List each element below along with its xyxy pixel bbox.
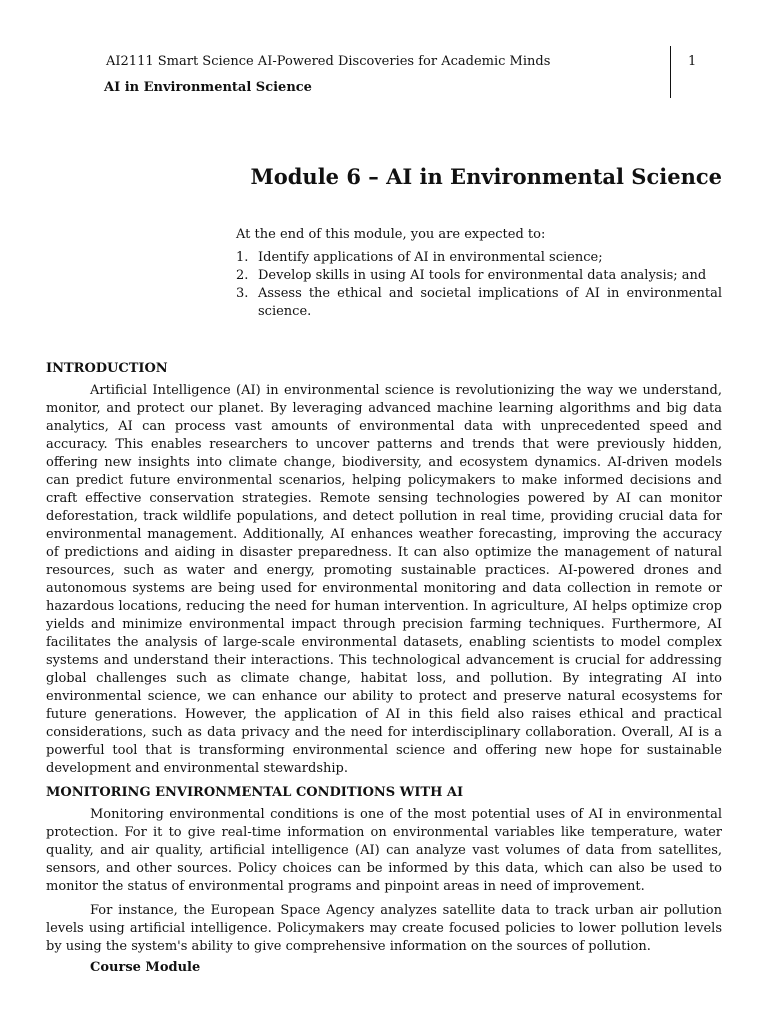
objective-number: 2. [236,268,249,283]
objective-text: Develop skills in using AI tools for environmental data analysis; and [258,268,707,283]
page-number: 1 [688,54,697,69]
objective-item [236,249,722,267]
main-content [46,360,722,962]
introduction-heading: INTRODUCTION [46,361,168,376]
introduction-paragraph: Artificial Intelligence (AI) in environmental science is revolutionizing the way we understand, monitor, and protect our planet. By leveraging advanced machine learning algorithms and big data analytics, AI can process vast amounts of environmental data with unprecedented speed and accuracy. This enables researchers to uncover patterns and trends that were previously hidden, offering new insights into climate change, biodiversity, and ecosystem dynamics. AI-driven models can predict future environmental scenarios, helping policymakers to make informed decisions and craft effective conservation strategies. Remote sensing technologies powered by AI can monitor deforestation, track wildlife populations, and detect pollution in real time, providing crucial data for environmental management. Additionally, AI enhances weather forecasting, improving the accuracy of predictions and aiding in disaster preparedness. It can also optimize the management of natural resources, such as water and energy, promoting sustainable practices. AI-powered drones and autonomous systems are being used for environmental monitoring and data collection in remote or hazardous locations, reducing the need for human intervention. In agriculture, AI helps optimize crop yields and minimize environmental impact through precision farming techniques. Furthermore, AI facilitates the analysis of large-scale environmental datasets, enabling scientists to model complex systems and understand their interactions. This technological advancement is crucial for addressing global challenges such as climate change, habitat loss, and pollution. By integrating AI into environmental science, we can enhance our ability to protect and preserve natural ecosystems for future generations. However, the application of AI in this field also raises ethical and practical considerations, such as data privacy and the need for interdisciplinary collaboration. Overall, AI is a powerful tool that is transforming environmental science and offering new hope for sustainable development and environmental stewardship. [46,383,722,776]
objective-text: Identify applications of AI in environmental science; [258,250,603,265]
objective-text: Assess the ethical and societal implications of AI in environmental science. [258,286,722,319]
footer-course-module: Course Module [90,960,201,975]
objective-item [236,285,722,321]
objective-item [236,267,722,285]
monitoring-paragraph-1: Monitoring environmental conditions is one of the most potential uses of AI in environmental protection. For it to give real-time information on environmental variables like temperature, water quality, and air quality, artificial intelligence (AI) can analyze vast volumes of data from satellites, sensors, and other sources. Policy choices can be informed by this data, which can also be used to monitor the status of environmental programs and pinpoint areas in need of improvement. [46,807,722,894]
header-divider [670,46,671,98]
objectives-intro: At the end of this module, you are expected to: [236,227,546,242]
monitoring-heading: MONITORING ENVIRONMENTAL CONDITIONS WITH AI [46,785,464,800]
monitoring-paragraph-2: For instance, the European Space Agency analyzes satellite data to track urban air pollution levels using artificial intelligence. Policymakers may create focused policies to lower pollution levels by using the system's ability to give comprehensive information on the sources of pollution. [46,903,722,954]
objectives-list [236,249,722,321]
learning-objectives [236,226,722,321]
objective-number: 1. [236,250,249,265]
module-subtitle: AI in Environmental Science [104,80,312,95]
course-title: AI2111 Smart Science AI-Powered Discoveries for Academic Minds [106,54,551,69]
objective-number: 3. [236,286,249,301]
module-title: Module 6 – AI in Environmental Science [250,164,722,189]
